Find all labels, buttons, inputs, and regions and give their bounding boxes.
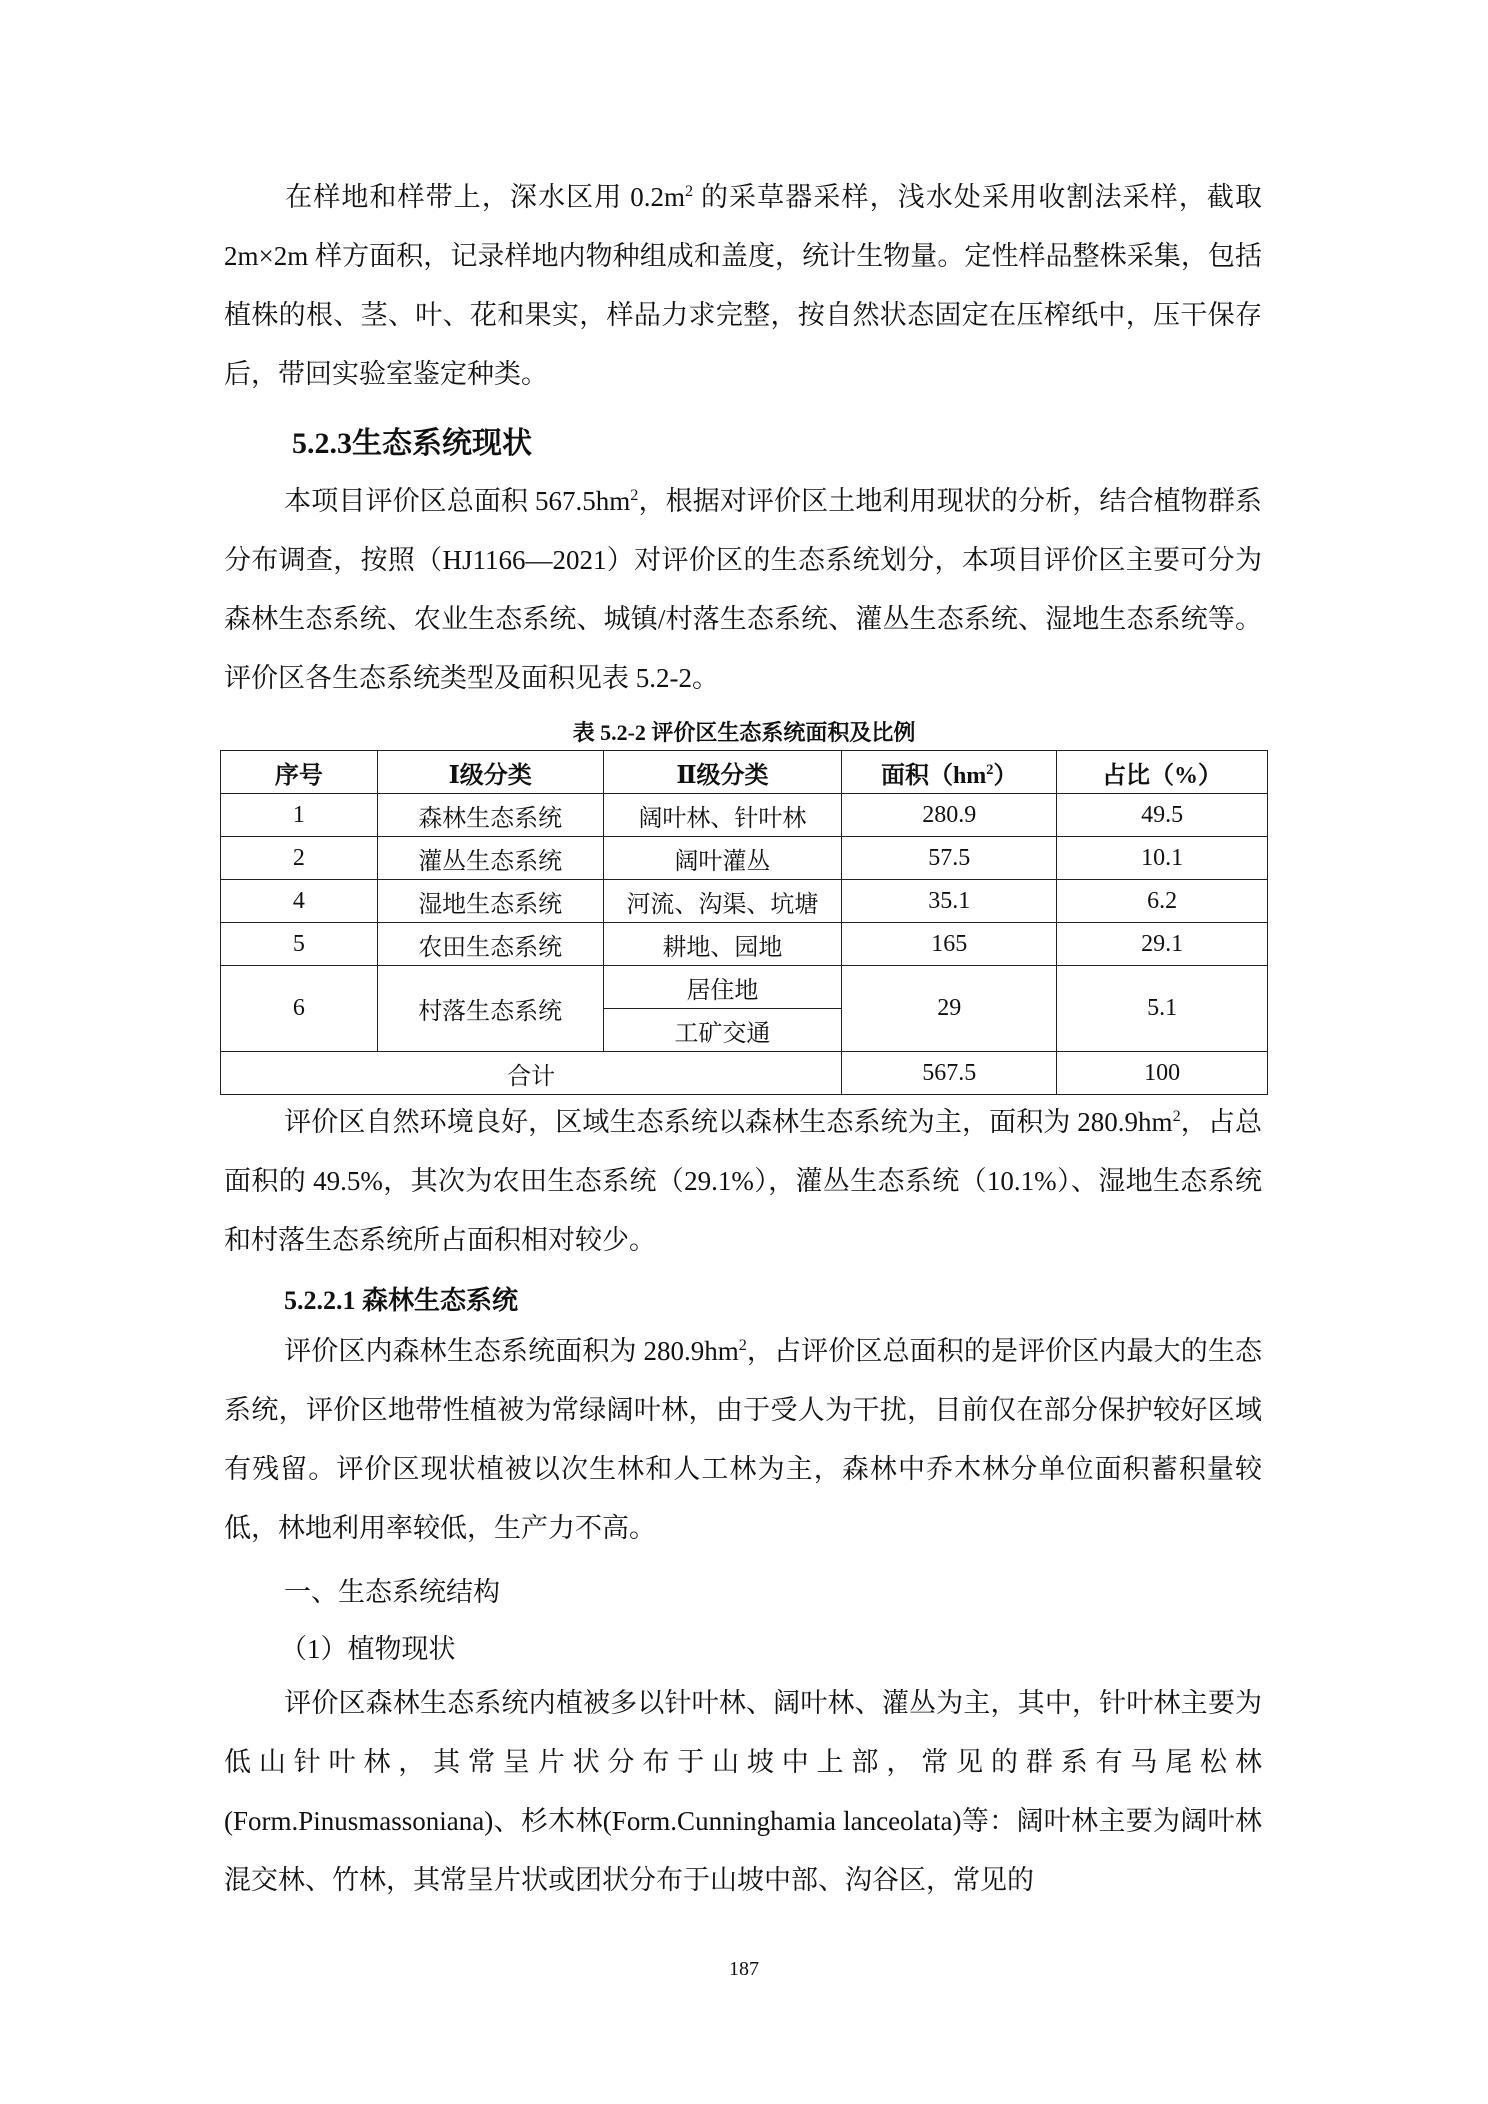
table-row — [221, 923, 1268, 966]
cell-level1: 森林生态系统 — [377, 794, 603, 837]
cell-level2: 居住地 — [603, 966, 842, 1009]
cell-percent: 29.1 — [1057, 923, 1268, 966]
table-row — [221, 966, 1268, 1009]
table-row — [221, 837, 1268, 880]
header-level2: Ⅱ级分类 — [603, 751, 842, 794]
cell-area: 280.9 — [842, 794, 1057, 837]
header-percent: 占比（%） — [1057, 751, 1268, 794]
header-area: 面积$(hm^2)$ — [842, 751, 1057, 794]
cell-level2: 阔叶林、针叶林 — [603, 794, 842, 837]
cell-total-label: 合计 — [221, 1052, 842, 1095]
table-caption: 表 5.2-2 评价区生态系统面积及比例 — [572, 720, 916, 745]
cell-percent: 10.1 — [1057, 837, 1268, 880]
ecosystem-area-table — [220, 750, 1268, 1095]
paragraph-forest-ecosystem: 评价区内森林生态系统面积为 $280.9hm^2$，占评价区总面积的是评价区内最大的生态系统，评价区地带性植被为常绿阔叶林，由于受人为干扰，目前仅在部分保护较好区域有残留。评价区现状植被以次生林和人工林为主，森林中乔木林分单位面积蓄积量较低，林地利用率较低，生产力不高。 — [224, 1336, 1262, 1543]
cell-level1: 灌丛生态系统 — [377, 837, 603, 880]
section-heading: 5.2.3生态系统现状 — [292, 427, 532, 460]
subsection-heading: 5.2.2.1 森林生态系统 — [284, 1286, 519, 1315]
cell-level2: 阔叶灌丛 — [603, 837, 842, 880]
cell-percent: 6.2 — [1057, 880, 1268, 923]
cell-total-area: 567.5 — [842, 1052, 1057, 1095]
cell-level1: 村落生态系统 — [377, 966, 603, 1052]
cell-percent: 5.1 — [1057, 966, 1268, 1052]
table-total-row — [221, 1052, 1268, 1095]
cell-total-percent: 100 — [1057, 1052, 1268, 1095]
cell-no: 1 — [221, 794, 378, 837]
paragraph-sampling-method: 在样地和样带上，深水区用 $0.2m^2$ 的采草器采样，浅水处采用收割法采样，截取 2m×2m 样方面积，记录样地内物种组成和盖度，统计生物量。定性样品整株采集，包括植株的根、茎、叶、花和果实，样品力求完整，按自然状态固定在压榨纸中，压干保存后，带回实验室鉴定种类。 — [224, 182, 1262, 389]
cell-level2: 工矿交通 — [603, 1009, 842, 1052]
header-level1: Ⅰ级分类 — [377, 751, 603, 794]
list-subheading: （1）植物现状 — [280, 1634, 456, 1664]
cell-area: 29 — [842, 966, 1057, 1052]
cell-level1: 湿地生态系统 — [377, 880, 603, 923]
table-header-row — [221, 751, 1268, 794]
header-no: 序号 — [221, 751, 378, 794]
cell-area: 165 — [842, 923, 1057, 966]
cell-level2: 河流、沟渠、坑塘 — [603, 880, 842, 923]
cell-no: 5 — [221, 923, 378, 966]
cell-level2: 耕地、园地 — [603, 923, 842, 966]
cell-no: 4 — [221, 880, 378, 923]
cell-area: 35.1 — [842, 880, 1057, 923]
table-row — [221, 794, 1268, 837]
cell-area: 57.5 — [842, 837, 1057, 880]
table-row — [221, 880, 1268, 923]
cell-percent: 49.5 — [1057, 794, 1268, 837]
cell-no: 6 — [221, 966, 378, 1052]
cell-level1: 农田生态系统 — [377, 923, 603, 966]
page-number: 187 — [729, 1958, 759, 1980]
paragraph-ecosystem-summary: 评价区自然环境良好，区域生态系统以森林生态系统为主，面积为 $280.9hm^2$，占总面积的 49.5%，其次为农田生态系统（29.1%），灌丛生态系统（10.1%）、湿地生态系统和村落生态系统所占面积相对较少。 — [224, 1107, 1262, 1255]
paragraph-vegetation: 评价区森林生态系统内植被多以针叶林、阔叶林、灌丛为主，其中，针叶林主要为低山针叶林，其常呈片状分布于山坡中上部，常见的群系有马尾松林(Form.Pinusmassoniana)、杉木林(Form.Cunninghamia lanceolata)等：阔叶林主要为阔叶林混交林、竹林，其常呈片状或团状分布于山坡中部、沟谷区，常见的 — [224, 1688, 1262, 1895]
list-heading: 一、生态系统结构 — [284, 1577, 500, 1607]
cell-no: 2 — [221, 837, 378, 880]
paragraph-ecosystem-overview: 本项目评价区总面积 $567.5hm^2$，根据对评价区土地利用现状的分析，结合植物群系分布调查，按照（HJ1166—2021）对评价区的生态系统划分，本项目评价区主要可分为森林生态系统、农业生态系统、城镇/村落生态系统、灌丛生态系统、湿地生态系统等。评价区各生态系统类型及面积见表 5.2-2。 — [224, 486, 1262, 693]
